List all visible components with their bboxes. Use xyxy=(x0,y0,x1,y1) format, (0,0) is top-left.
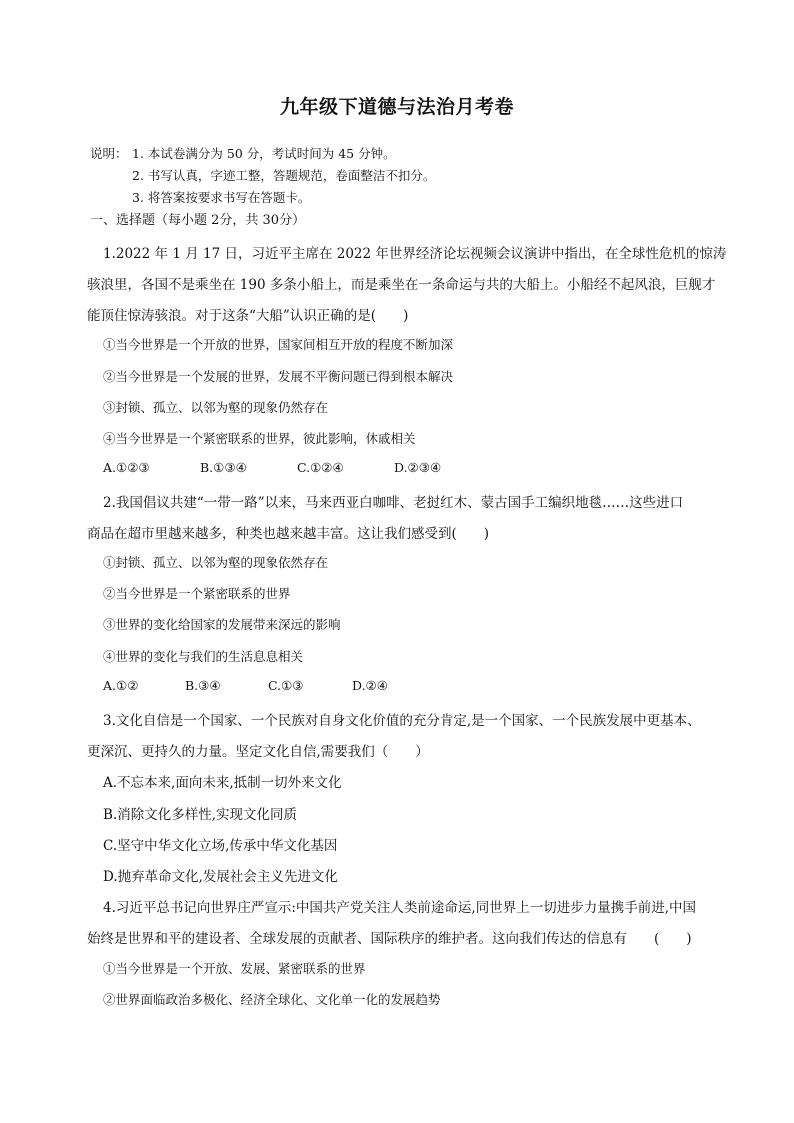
answer-option: D.②③④ xyxy=(394,460,442,475)
answer-options xyxy=(103,460,441,475)
question-4-text: 始终是世界和平的建设者、全球发展的贡献者、国际秩序的维护者。这向我们传达的信息有 ( ) xyxy=(87,931,692,947)
question-4-text: 4.习近平总书记向世界庄严宣示:中国共产党关注人类前途命运,同世界上一切进步力量携手前进,中国 xyxy=(103,900,697,916)
question-1-text: 1.2022 年 1 月 17 日，习近平主席在 2022 年世界经济论坛视频会议演讲中指出，在全球性危机的惊涛 xyxy=(103,246,727,262)
statement-item: ①当今世界是一个开放、发展、紧密联系的世界 xyxy=(103,961,366,976)
statement-item: ②世界面临政治多极化、经济全球化、文化单一化的发展趋势 xyxy=(103,992,441,1007)
answer-option: D.抛弃革命文化,发展社会主义先进文化 xyxy=(103,869,338,885)
answer-option: B.③④ xyxy=(185,678,221,693)
answer-option: A.①②③ xyxy=(103,460,150,475)
statement-item: ②当今世界是一个发展的世界，发展不平衡问题已得到根本解决 xyxy=(103,369,454,384)
instruction-item: 2. 书写认真，字迹工整，答题规范，卷面整洁不扣分。 xyxy=(132,168,436,183)
answer-option: C.①③ xyxy=(268,678,304,693)
answer-option: B.消除文化多样性,实现文化同质 xyxy=(103,807,298,823)
answer-option: A.不忘本来,面向未来,抵制一切外来文化 xyxy=(103,775,342,791)
instruction-item: 1. 本试卷满分为 50 分，考试时间为 45 分钟。 xyxy=(132,146,396,161)
statement-item: ④当今世界是一个紧密联系的世界，彼此影响，休戚相关 xyxy=(103,431,416,446)
question-3-text: 更深沉、更持久的力量。坚定文化自信,需要我们（ ） xyxy=(87,744,429,760)
question-3-text: 3.文化自信是一个国家、一个民族对自身文化价值的充分肯定,是一个国家、一个民族发展中更基本、 xyxy=(103,713,701,729)
question-1-text: 骇浪里，各国不是乘坐在 190 多条小船上，而是乘坐在一条命运与共的大船上。小船经不起风浪，巨舰才 xyxy=(87,277,716,293)
answer-option: B.①③④ xyxy=(200,460,247,475)
question-1-text: 能顶住惊涛骇浪。对于这条“大船”认识正确的是( ) xyxy=(87,308,409,324)
statement-item: ③世界的变化给国家的发展带来深远的影响 xyxy=(103,617,341,632)
instruction-item: 3. 将答案按要求书写在答题卡。 xyxy=(132,190,311,205)
statement-item: ②当今世界是一个紧密联系的世界 xyxy=(103,586,291,601)
question-2-text: 2.我国倡议共建“一带一路”以来，马来西亚白咖啡、老挝红木、蒙古国手工编织地毯……这些进口 xyxy=(103,495,684,511)
statement-item: ①当今世界是一个开放的世界，国家间相互开放的程度不断加深 xyxy=(103,337,454,352)
statement-item: ③封锁、孤立、以邻为壑的现象仍然存在 xyxy=(103,400,329,415)
section-heading: 一、选择题（每小题 2分，共 30分） xyxy=(90,213,306,228)
answer-option: C.①②④ xyxy=(297,460,344,475)
statement-item: ①封锁、孤立、以邻为壑的现象依然存在 xyxy=(103,555,329,570)
answer-option: C.坚守中华文化立场,传承中华文化基因 xyxy=(103,838,338,854)
question-2-text: 商品在超市里越来越多，种类也越来越丰富。这让我们感受到( ) xyxy=(87,526,490,542)
instructions xyxy=(90,143,435,209)
statement-item: ④世界的变化与我们的生活息息相关 xyxy=(103,649,304,664)
answer-options xyxy=(103,678,388,693)
answer-option: A.①② xyxy=(103,678,139,693)
instructions-label: 说明： xyxy=(90,146,128,161)
answer-option: D.②④ xyxy=(352,678,388,693)
page-title: 九年级下道德与法治月考卷 xyxy=(279,96,514,118)
